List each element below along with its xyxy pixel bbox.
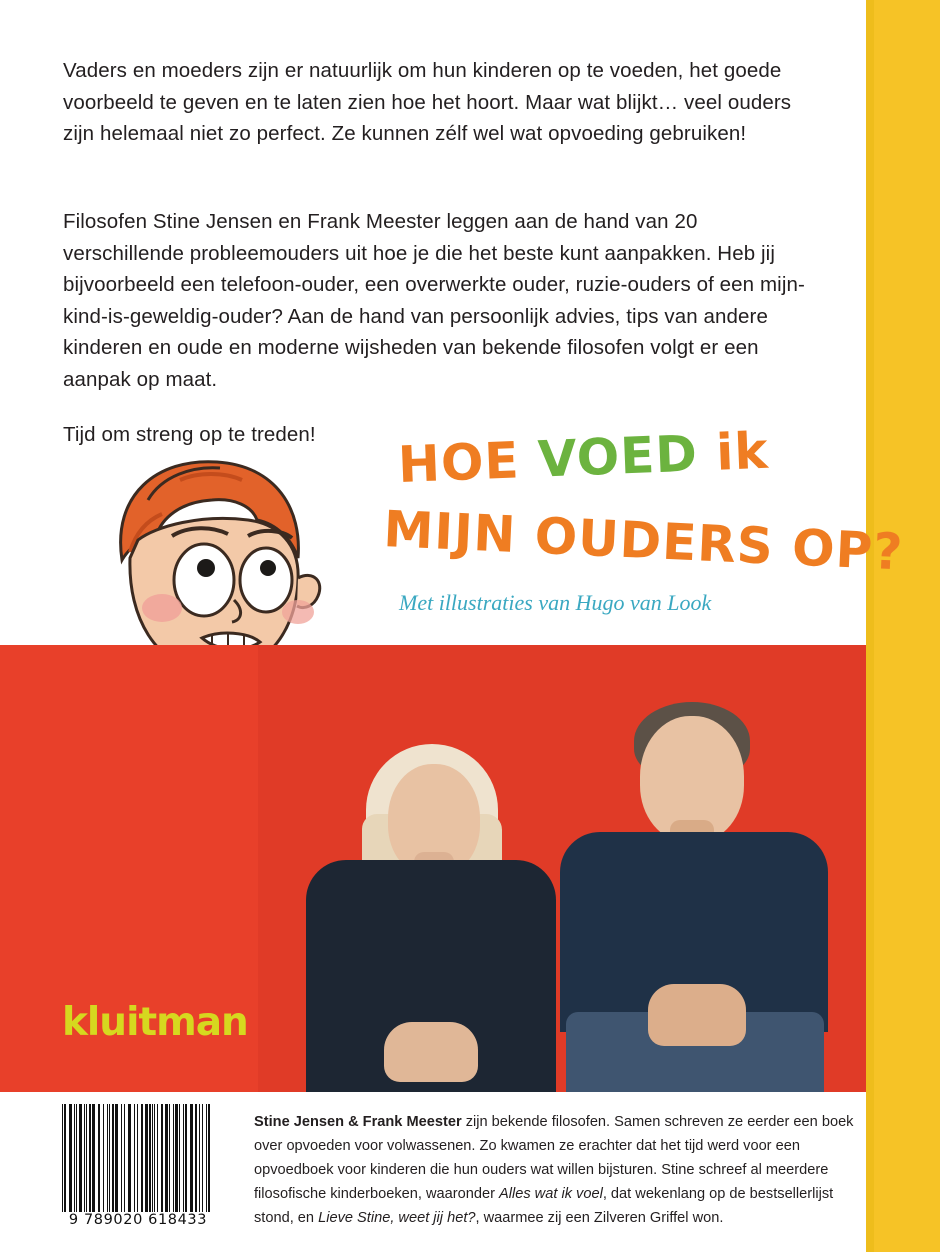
book-subtitle: Met illustraties van Hugo van Look bbox=[399, 590, 712, 615]
author-portrait-stine-jensen bbox=[288, 722, 568, 1092]
barcode-bars bbox=[62, 1104, 214, 1212]
book-title-line-2: MIJN OUDERS OP? bbox=[382, 500, 905, 582]
author-bio-book-1: Alles wat ik voel bbox=[499, 1186, 603, 1202]
book-title-block bbox=[382, 421, 905, 628]
man-hands bbox=[648, 984, 746, 1046]
publisher-logo: kluitman bbox=[62, 1000, 248, 1045]
title-word-voed: VOED bbox=[536, 424, 699, 489]
isbn-barcode bbox=[62, 1104, 214, 1236]
author-bio-names: Stine Jensen & Frank Meester bbox=[254, 1114, 462, 1130]
cover-edge-strip bbox=[866, 0, 940, 1252]
author-bio-book-2: Lieve Stine, weet jij het? bbox=[318, 1210, 476, 1226]
author-bio-text-1: zijn bekende filosofen. Samen schreven ze eerder een boek over opvoeden voor volwassenen. Zo kwamen ze erachter dat het tijd werd voor een opvoedboek voor kinderen die hun ouders wat willen bijsturen. Stine schreef al meerdere filosofische kinderboeken, waaronder bbox=[254, 1114, 854, 1202]
author-bio-text-3: , waarmee zij een Zilveren Griffel won. bbox=[475, 1210, 724, 1226]
isbn-number: 9 789020 618433 bbox=[68, 1212, 208, 1228]
blurb-paragraph-3: Tijd om streng op te treden! bbox=[63, 423, 316, 446]
blurb-paragraph-1: Vaders en moeders zijn er natuurlijk om hun kinderen op te voeden, het goede voorbeeld te geven en te laten zien hoe het hoort. Maar wat blijkt… veel ouders zijn helemaal niet zo perfect. Ze kunnen zélf wel wat opvoeding gebruiken! bbox=[63, 59, 792, 145]
author-bio-text-2: , dat wekenlang op de bestsellerlijst stond, en bbox=[254, 1186, 834, 1226]
title-word-hoe: HOE bbox=[397, 430, 540, 494]
blurb-paragraph-2: Filosofen Stine Jensen en Frank Meester leggen aan de hand van 20 verschillende probleemouders uit hoe je die het beste kunt aanpakken. Heb jij bijvoorbeeld een telefoon-ouder, een overwerkte ouder, ruzie-ouders of een mijn-kind-is-geweldig-ouder? Aan de hand van persoonlijk advies, tips van andere kinderen en oude en moderne wijsheden van bekende filosofen volgt er een aanpak op maat. bbox=[63, 210, 805, 391]
author-photo bbox=[258, 645, 866, 1092]
book-title-line-1 bbox=[397, 422, 770, 494]
author-portrait-frank-meester bbox=[550, 692, 840, 1092]
cover-edge-shadow bbox=[866, 0, 874, 1252]
title-word-ik: ik bbox=[696, 421, 770, 483]
author-bio bbox=[254, 1110, 854, 1230]
woman-hands bbox=[384, 1022, 478, 1082]
